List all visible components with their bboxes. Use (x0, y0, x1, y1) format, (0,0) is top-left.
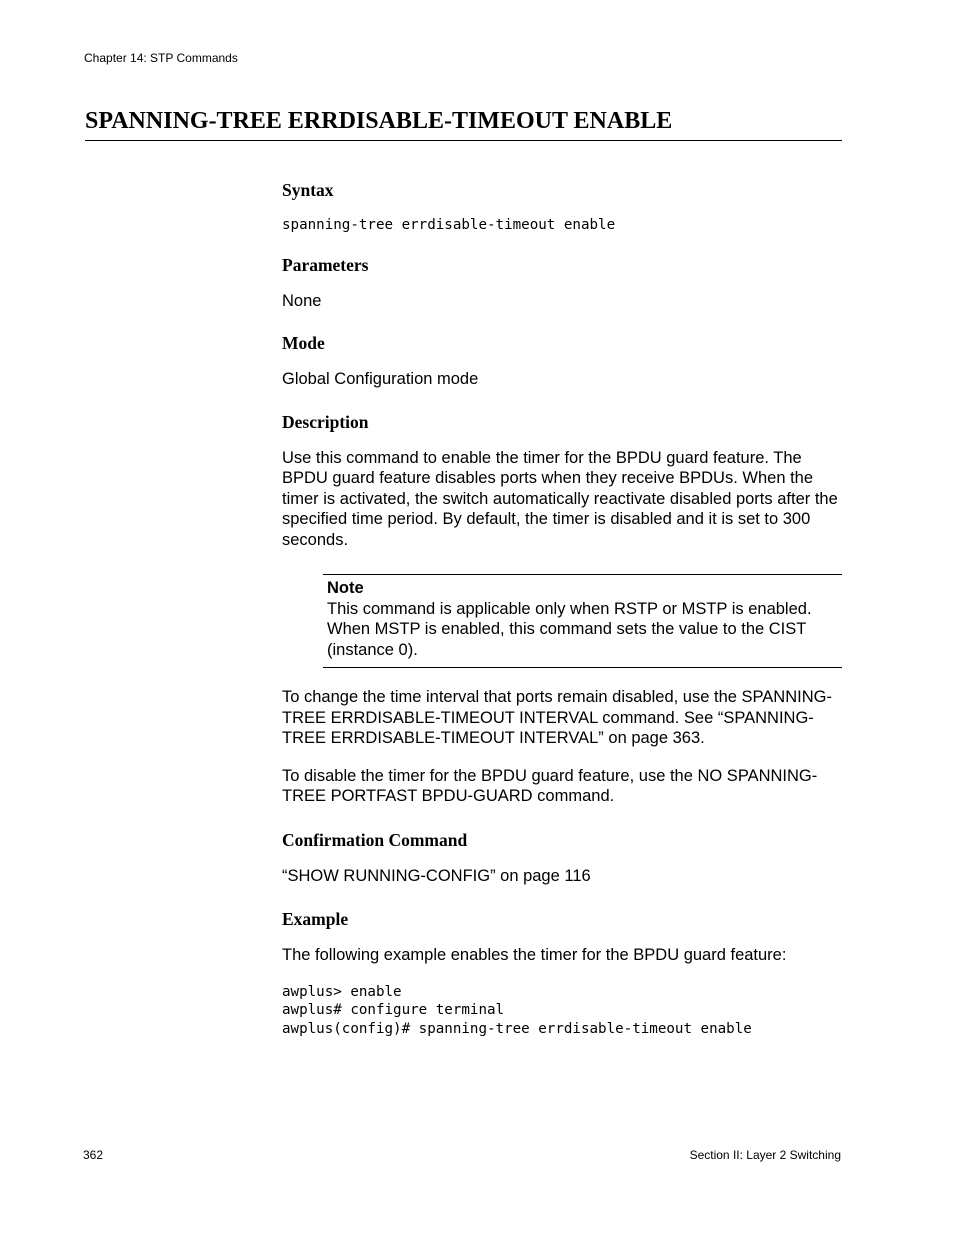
confirmation-text: “SHOW RUNNING-CONFIG” on page 116 (282, 866, 591, 885)
running-header: Chapter 14: STP Commands (84, 51, 238, 65)
parameters-text: None (282, 291, 322, 310)
page-number: 362 (83, 1148, 104, 1162)
page-title: SPANNING-TREE ERRDISABLE-TIMEOUT ENABLE (85, 106, 842, 141)
main-content (282, 178, 842, 1038)
mode-heading: Mode (282, 333, 325, 353)
confirmation-heading: Confirmation Command (282, 829, 468, 850)
description-paragraph-2: To change the time interval that ports remain disabled, use the SPANNING-TREE ERRDISABLE-TIMEOUT INTERVAL command. See “SPANNING-TREE ERRDISABLE-TIMEOUT INTERVAL” on page 363. (282, 688, 832, 747)
description-paragraph-1: Use this command to enable the timer for the BPDU guard feature. The BPDU guard feature disables ports when they receive BPDUs. When the timer is activated, the switch automatically reactivate disabled ports after the specified time period. By default, the timer is disabled and it is set to 300 seconds. (282, 448, 838, 549)
description-heading: Description (282, 411, 369, 432)
example-code-line: awplus> enable (282, 983, 402, 1000)
section-footer: Section II: Layer 2 Switching (689, 1148, 841, 1162)
example-code-line: awplus# configure terminal (282, 1002, 505, 1018)
note-box (323, 574, 842, 668)
example-heading: Example (282, 909, 349, 929)
example-text: The following example enables the timer for the BPDU guard feature: (282, 946, 787, 964)
syntax-heading: Syntax (282, 180, 334, 200)
example-code-block (282, 983, 842, 1039)
note-text: This command is applicable only when RSTP or MSTP is enabled. When MSTP is enabled, this command sets the value to the CIST (instance 0). (327, 599, 812, 659)
description-paragraph-3: To disable the timer for the BPDU guard feature, use the NO SPANNING-TREE PORTFAST BPDU-GUARD command. (282, 766, 818, 805)
example-code-line: awplus(config)# spanning-tree errdisable-timeout enable (282, 1020, 752, 1037)
note-label: Note (327, 579, 364, 597)
syntax-command: spanning-tree errdisable-timeout enable (282, 217, 616, 233)
mode-text: Global Configuration mode (282, 370, 479, 388)
parameters-heading: Parameters (282, 254, 369, 275)
